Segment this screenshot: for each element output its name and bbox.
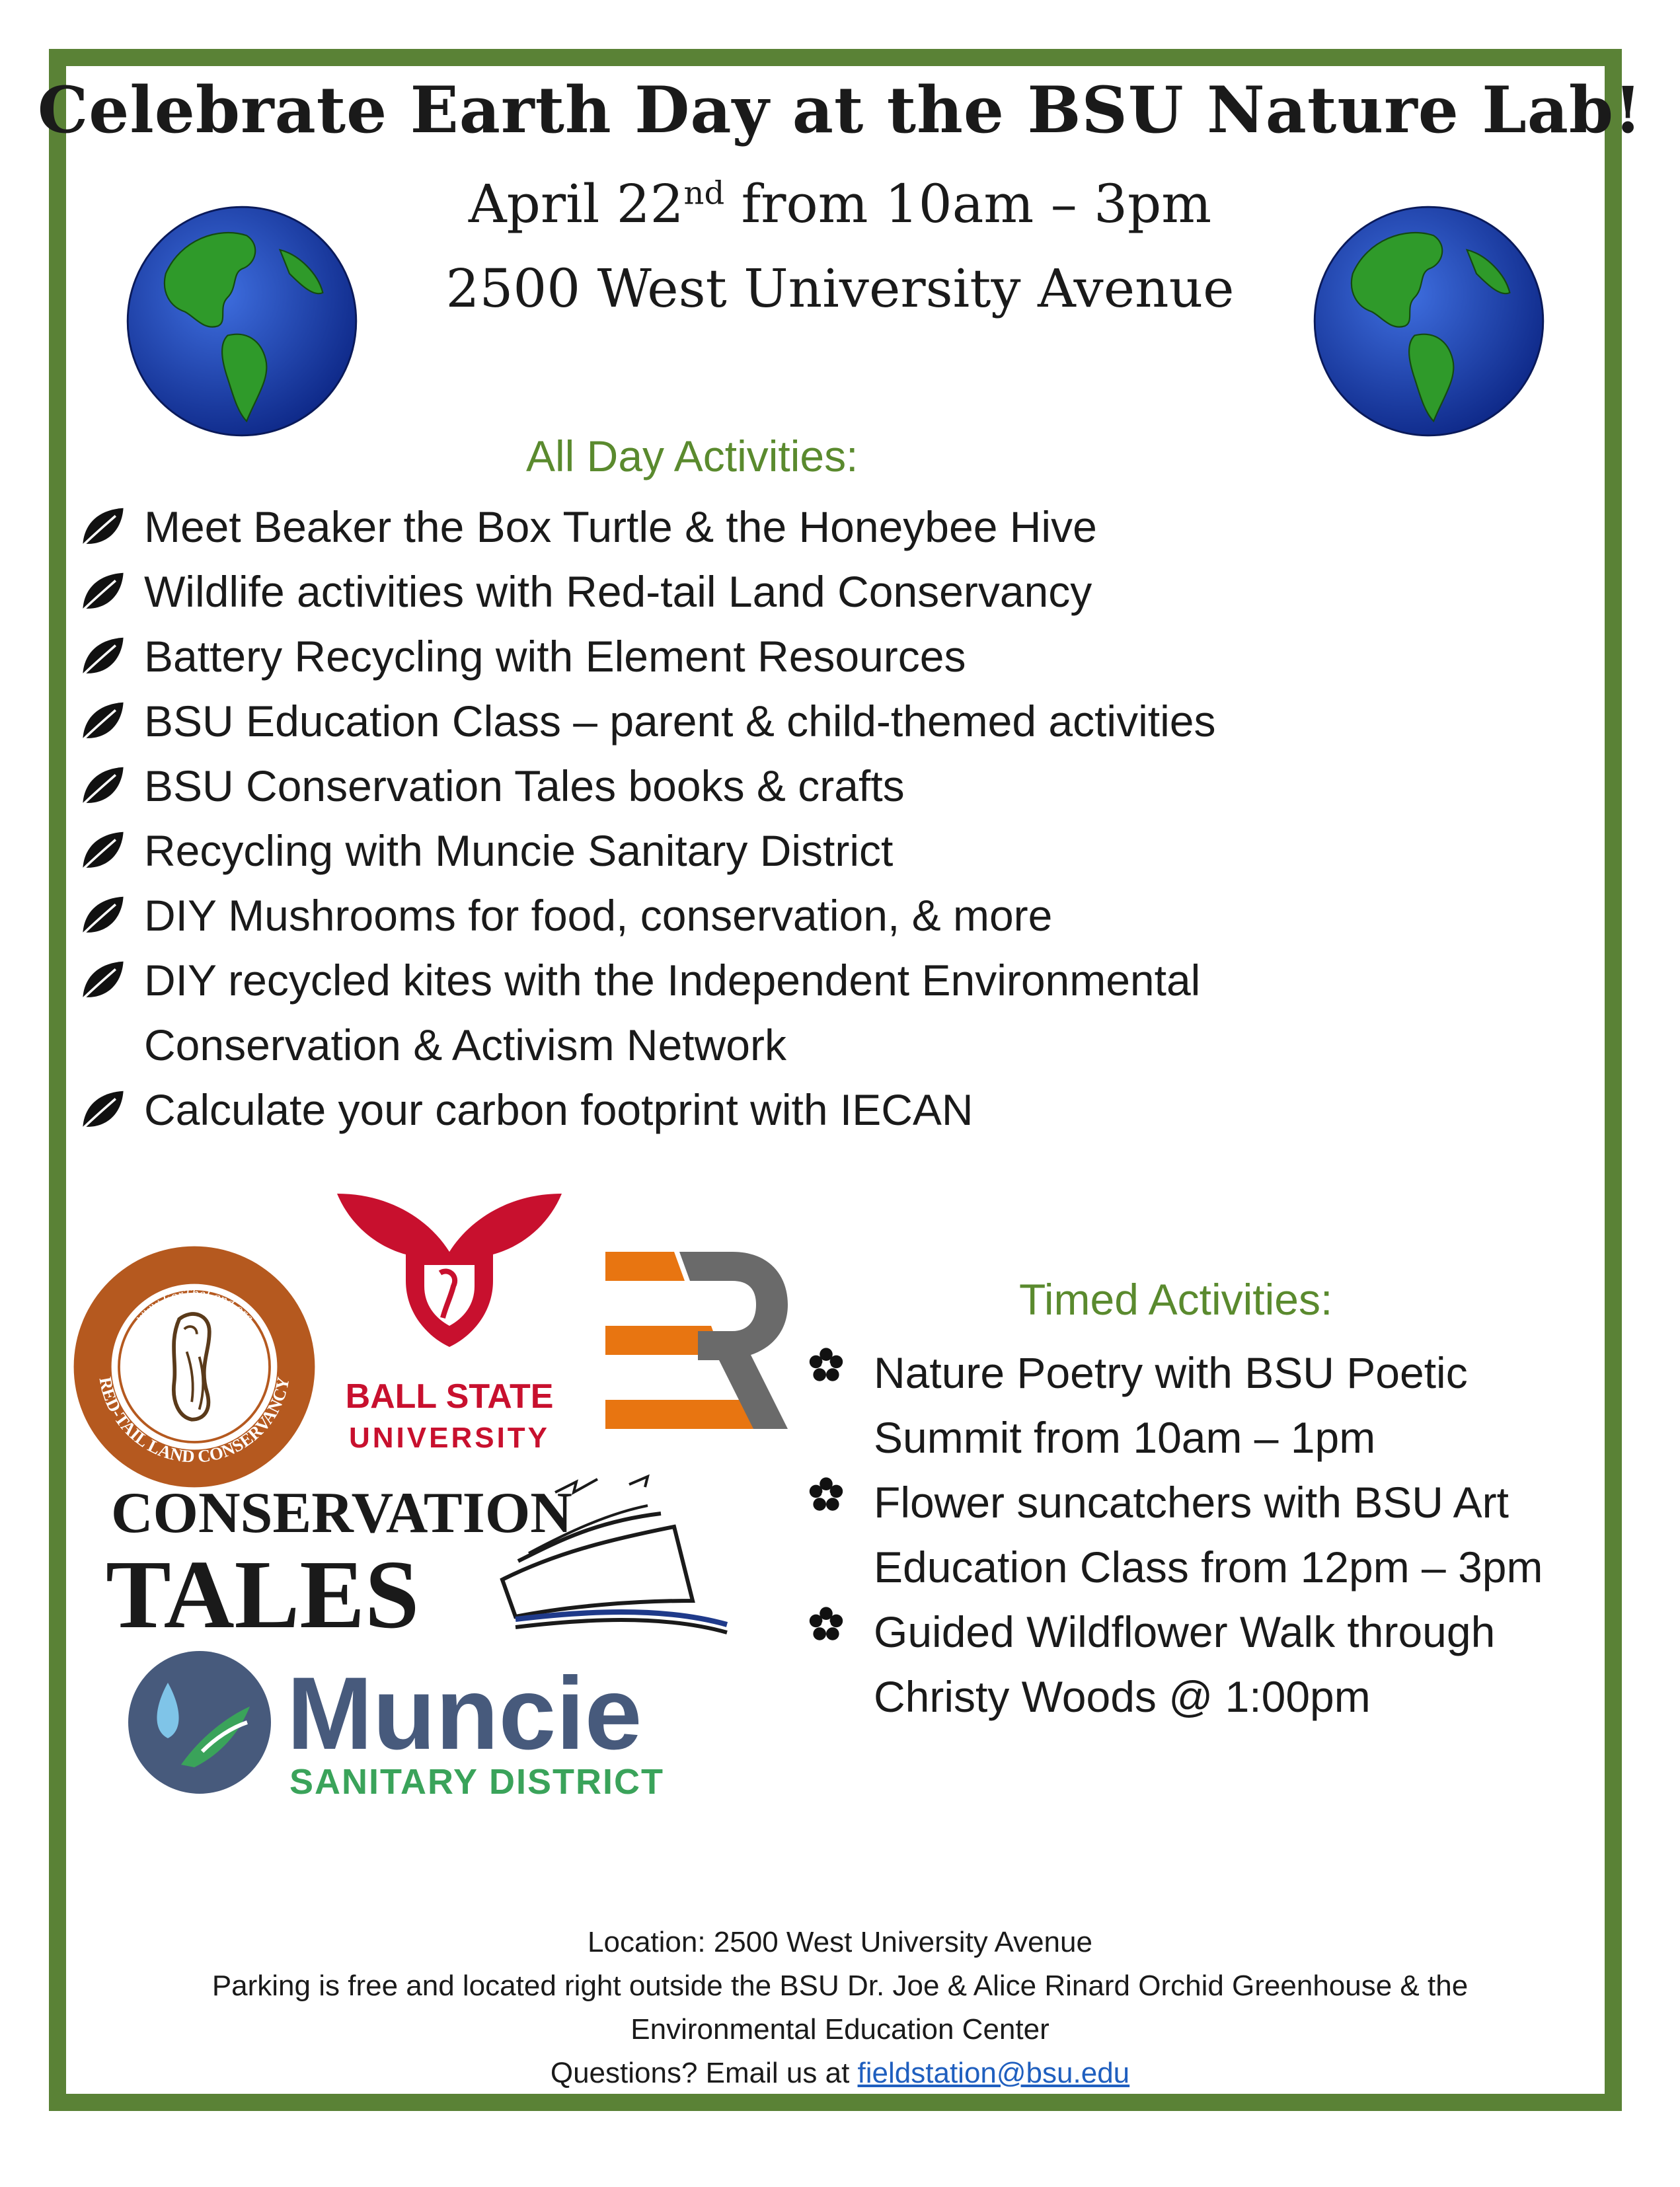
footer-info <box>0 1921 1680 2095</box>
list-item <box>79 559 1401 624</box>
list-item <box>79 818 1401 883</box>
flower-icon <box>808 1606 845 1643</box>
list-item <box>79 494 1401 559</box>
date-prefix: April 22 <box>468 173 684 235</box>
leaf-icon <box>79 764 127 808</box>
muncie-sanitary-district-logo <box>120 1646 755 1804</box>
flower-icon <box>808 1347 845 1384</box>
leaf-icon <box>79 894 127 937</box>
activity-text: Recycling with Muncie Sanitary District <box>144 826 894 875</box>
list-item <box>79 689 1401 753</box>
element-resources-logo <box>605 1252 788 1432</box>
flower-icon <box>808 1477 845 1514</box>
redtail-url: www.ForTheLand.org <box>132 1285 258 1326</box>
timed-activity-text: Nature Poetry with BSU Poetic Summit from 10am – 1pm <box>874 1348 1468 1462</box>
leaf-icon <box>79 634 127 678</box>
leaf-icon <box>79 699 127 743</box>
list-item <box>79 1077 1401 1142</box>
leaf-icon <box>79 958 127 1002</box>
timed-list <box>808 1340 1601 1729</box>
leaf-icon <box>79 570 127 613</box>
activity-text: Calculate your carbon footprint with IECAN <box>144 1085 974 1134</box>
globe-icon <box>1310 202 1548 440</box>
activity-text: BSU Conservation Tales books & crafts <box>144 761 905 810</box>
footer-location: Location: 2500 West University Avenue <box>588 1926 1092 1958</box>
activity-text: Meet Beaker the Box Turtle & the Honeybee Hive <box>144 502 1097 551</box>
conservation-tales-logo <box>106 1474 760 1639</box>
ballstate-university: UNIVERSITY <box>348 1422 551 1454</box>
ballstate-name: BALL STATE <box>345 1377 554 1416</box>
activity-text: Wildlife activities with Red-tail Land Conservancy <box>144 567 1092 616</box>
ball-state-university-logo <box>311 1154 588 1467</box>
redtail-land-conservancy-logo <box>69 1241 320 1492</box>
list-item <box>808 1340 1601 1470</box>
event-address: 2500 West University Avenue <box>445 258 1235 319</box>
leaf-icon <box>79 1088 127 1132</box>
time-range: from 10am – 3pm <box>724 173 1212 235</box>
timed-heading: Timed Activities: <box>1019 1275 1333 1324</box>
leaf-icon <box>79 829 127 872</box>
conservation-tales-line2: TALES <box>106 1541 420 1639</box>
list-item <box>79 753 1401 818</box>
questions-prefix: Questions? Email us at <box>550 2057 858 2089</box>
activity-text: DIY recycled kites with the Independent Environmental Conservation & Activism Network <box>144 956 1201 1069</box>
leaf-icon <box>79 505 127 549</box>
footer-parking: Parking is free and located right outside the BSU Dr. Joe & Alice Rinard Orchid Greenhouse & the Environmental Education Center <box>211 1970 1469 2046</box>
list-item <box>79 883 1401 948</box>
globe-icon <box>123 202 361 440</box>
date-suffix: nd <box>683 174 725 212</box>
flyer-title: Celebrate Earth Day at the BSU Nature Lab! <box>37 73 1643 147</box>
list-item <box>808 1470 1601 1599</box>
redtail-name: RED-TAIL LAND CONSERVANCY <box>95 1375 293 1467</box>
activity-text: Battery Recycling with Element Resources <box>144 632 966 681</box>
all-day-list <box>79 494 1401 1142</box>
activity-text: DIY Mushrooms for food, conservation, & more <box>144 891 1053 940</box>
muncie-name: Muncie <box>287 1656 642 1771</box>
activity-text: BSU Education Class – parent & child-themed activities <box>144 697 1216 746</box>
all-day-heading: All Day Activities: <box>526 432 859 480</box>
conservation-tales-line1: CONSERVATION <box>111 1481 572 1545</box>
muncie-district: SANITARY DISTRICT <box>289 1762 665 1802</box>
email-link[interactable]: fieldstation@bsu.edu <box>857 2057 1130 2089</box>
timed-activity-text: Flower suncatchers with BSU Art Education Class from 12pm – 3pm <box>874 1478 1543 1592</box>
timed-activity-text: Guided Wildflower Walk through Christy Woods @ 1:00pm <box>874 1607 1496 1721</box>
list-item <box>808 1599 1601 1729</box>
footer-questions <box>0 2052 1680 2095</box>
list-item <box>79 948 1401 1077</box>
list-item <box>79 624 1401 689</box>
